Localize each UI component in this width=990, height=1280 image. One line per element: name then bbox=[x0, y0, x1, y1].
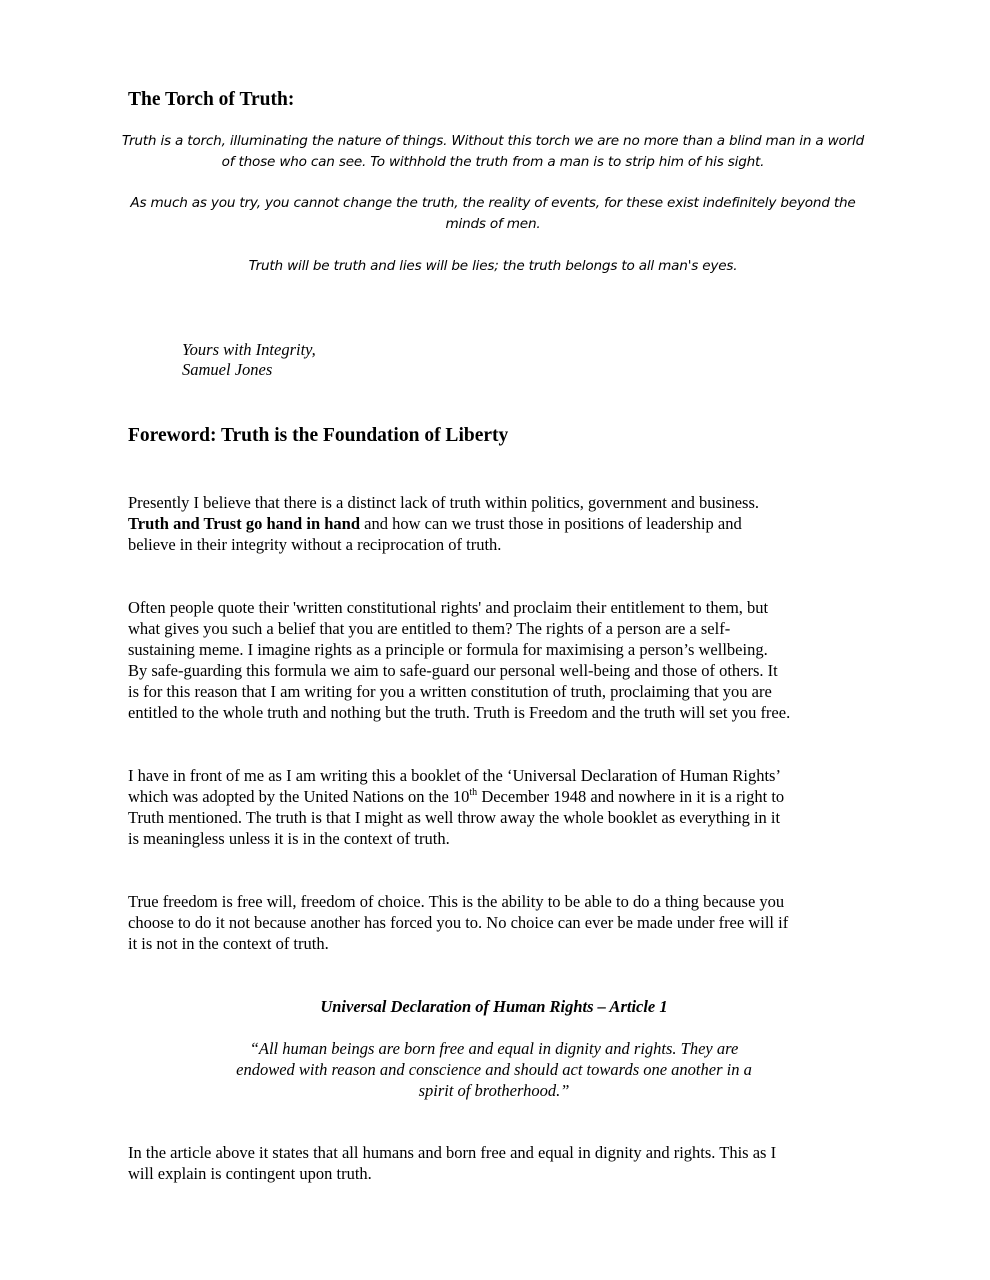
paragraph-line: will explain is contingent upon truth. bbox=[128, 1164, 372, 1183]
paragraph-line: it is not in the context of truth. bbox=[128, 934, 329, 953]
signature-closing: Yours with Integrity, bbox=[182, 340, 316, 359]
quote-line: spirit of brotherhood.” bbox=[418, 1081, 570, 1100]
foreword-title: Foreword: Truth is the Foundation of Liberty bbox=[128, 425, 509, 446]
torch-title: The Torch of Truth: bbox=[128, 89, 295, 110]
motto-paragraph-2: As much as you try, you cannot change the truth, the reality of events, for these exist indefinitely beyond the minds of men. bbox=[130, 195, 856, 232]
paragraph-line: Often people quote their 'written constitutional rights' and proclaim their entitlement to them, but bbox=[128, 598, 769, 617]
paragraph-line bbox=[128, 786, 868, 807]
paragraph-line-rest: and how can we trust those in positions of leadership and bbox=[360, 514, 742, 533]
foreword-paragraph-3 bbox=[128, 765, 868, 849]
paragraph-line: I have in front of me as I am writing this a booklet of the ‘Universal Declaration of Human Rights’ bbox=[128, 766, 781, 785]
quote-line: endowed with reason and conscience and should act towards one another in a bbox=[236, 1060, 752, 1079]
paragraph-line: By safe-guarding this formula we aim to safe-guard our personal well-being and those of others. It bbox=[128, 661, 778, 680]
paragraph-line-rest: December 1948 and nowhere in it is a right to bbox=[477, 787, 785, 806]
quote-line: “All human beings are born free and equal in dignity and rights. They are bbox=[249, 1039, 739, 1058]
paragraph-line: entitled to the whole truth and nothing but the truth. Truth is Freedom and the truth will set you free. bbox=[128, 703, 791, 722]
paragraph-line: sustaining meme. I imagine rights as a principle or formula for maximising a person’s wellbeing. bbox=[128, 640, 768, 659]
paragraph-line bbox=[128, 513, 868, 534]
foreword-paragraph-2 bbox=[128, 597, 868, 723]
paragraph-line-start: which was adopted by the United Nations on the 10 bbox=[128, 787, 470, 806]
foreword-paragraph-4 bbox=[128, 891, 868, 954]
ordinal-superscript: th bbox=[469, 787, 478, 798]
motto-paragraph-1: Truth is a torch, illuminating the nature of things. Without this torch we are no more than a blind man in a world of those who can see. To withhold the truth from a man is to strip him of his sight. bbox=[121, 133, 865, 170]
paragraph-line: is for this reason that I am writing for you a written constitution of truth, proclaiming that you are bbox=[128, 682, 772, 701]
paragraph-line: Presently I believe that there is a distinct lack of truth within politics, government and business. bbox=[128, 493, 759, 512]
paragraph-line: Truth mentioned. The truth is that I might as well throw away the whole booklet as everything in it bbox=[128, 808, 781, 827]
paragraph-line: True freedom is free will, freedom of choice. This is the ability to be able to do a thing because you bbox=[128, 892, 785, 911]
article-quote bbox=[180, 1038, 808, 1101]
paragraph-line: what gives you such a belief that you are entitled to them? The rights of a person are a self- bbox=[128, 619, 731, 638]
paragraph-line: is meaningless unless it is in the context of truth. bbox=[128, 829, 450, 848]
paragraph-line: choose to do it not because another has forced you to. No choice can ever be made under free will if bbox=[128, 913, 789, 932]
foreword-paragraph-1 bbox=[128, 492, 868, 555]
paragraph-line: In the article above it states that all humans and born free and equal in dignity and rights. This as I bbox=[128, 1143, 777, 1162]
bold-phrase: Truth and Trust go hand in hand bbox=[128, 514, 361, 533]
paragraph-line: believe in their integrity without a reciprocation of truth. bbox=[128, 535, 502, 554]
article-title: Universal Declaration of Human Rights – Article 1 bbox=[320, 997, 668, 1016]
foreword-paragraph-5 bbox=[128, 1142, 868, 1184]
signature-name: Samuel Jones bbox=[182, 360, 273, 379]
motto-paragraph-3: Truth will be truth and lies will be lies; the truth belongs to all man's eyes. bbox=[248, 258, 738, 274]
